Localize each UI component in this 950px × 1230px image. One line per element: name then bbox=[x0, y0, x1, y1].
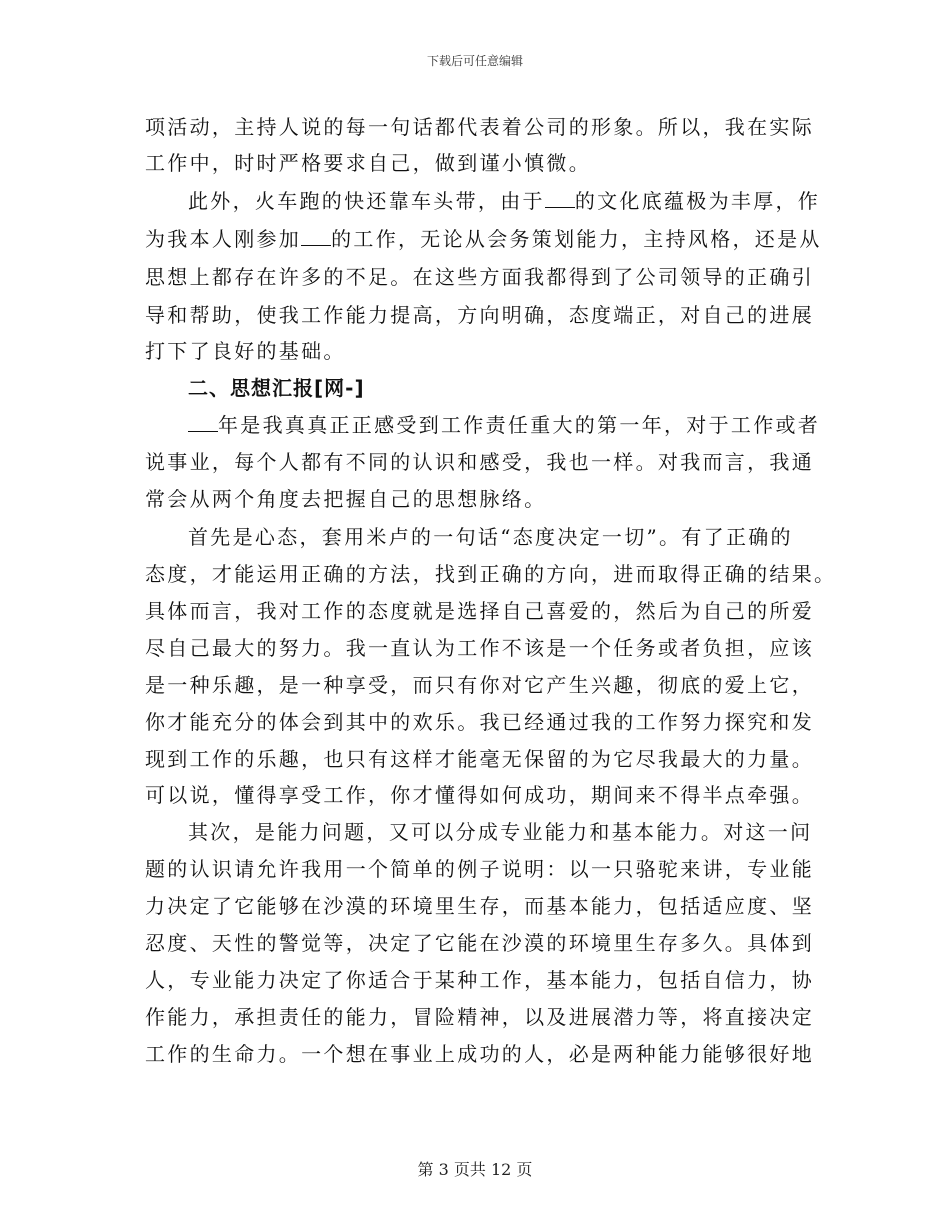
text-line: 现到工作的乐趣，也只有这样才能毫无保留的为它尽我最大的力量。 bbox=[145, 747, 814, 771]
text-line: 项活动，主持人说的每一句话都代表着公司的形象。所以，我在实际 bbox=[145, 115, 814, 139]
text-line: 你才能充分的体会到其中的欢乐。我已经通过我的工作努力探究和发 bbox=[145, 710, 814, 734]
text-line: 常会从两个角度去把握自己的思想脉络。 bbox=[145, 487, 547, 511]
text-line: 题的认识请允许我用一个简单的例子说明：以一只骆驼来讲，专业能 bbox=[145, 857, 814, 881]
text-segment: 的工作，无论从会务策划能力，主持风格，还是从 bbox=[331, 227, 822, 251]
text-line: 可以说，懂得享受工作，你才懂得如何成功，期间来不得半点牵强。 bbox=[145, 783, 814, 807]
text-line: 具体而言，我对工作的态度就是选择自己喜爱的，然后为自己的所爱 bbox=[145, 599, 814, 623]
text-line: 力决定了它能够在沙漠的环境里生存，而基本能力，包括适应度、坚 bbox=[145, 894, 814, 918]
text-line: 忍度、天性的警觉等，决定了它能在沙漠的环境里生存多久。具体到 bbox=[145, 931, 814, 955]
text-line: 态度，才能运用正确的方法，找到正确的方向，进而取得正确的结果。 bbox=[145, 562, 837, 586]
text-line: 打下了良好的基础。 bbox=[145, 339, 346, 363]
section-heading: 二、思想汇报[网-] bbox=[188, 376, 365, 400]
text-line: 工作的生命力。一个想在事业上成功的人，必是两种能力能够很好地 bbox=[145, 1042, 814, 1066]
text-segment: 此外，火车跑的快还靠车头带，由于 bbox=[188, 189, 545, 213]
text-line: 思想上都存在许多的不足。在这些方面我都得到了公司领导的正确引 bbox=[145, 265, 814, 289]
text-line bbox=[145, 219, 822, 259]
page-footer: 第 3 页共 12 页 bbox=[417, 1160, 533, 1179]
text-line: 作能力，承担责任的能力，冒险精神，以及进展潜力等，将直接决定 bbox=[145, 1005, 814, 1029]
text-line bbox=[188, 181, 820, 221]
text-line: 人，专业能力决定了你适合于某种工作，基本能力，包括自信力，协 bbox=[145, 968, 814, 992]
text-line bbox=[188, 405, 820, 445]
page-header: 下载后可任意编辑 bbox=[426, 54, 523, 68]
fill-blank bbox=[188, 430, 218, 432]
text-segment: 的文化底蕴极为丰厚，作 bbox=[574, 189, 821, 213]
fill-blank bbox=[301, 244, 331, 246]
text-segment: 为我本人刚参加 bbox=[145, 227, 302, 251]
text-line: 是一种乐趣，是一种享受，而只有你对它产生兴趣，彻底的爱上它， bbox=[145, 673, 814, 697]
text-line: 工作中，时时严格要求自己，做到谨小慎微。 bbox=[145, 151, 591, 175]
text-line: 其次，是能力问题，又可以分成专业能力和基本能力。对这一问 bbox=[188, 820, 813, 844]
text-segment: 年是我真真正正感受到工作责任重大的第一年，对于工作或者 bbox=[218, 413, 821, 437]
fill-blank bbox=[545, 206, 575, 208]
text-line: 说事业，每个人都有不同的认识和感受，我也一样。对我而言，我通 bbox=[145, 450, 814, 474]
text-line: 尽自己最大的努力。我一直认为工作不该是一个任务或者负担，应该 bbox=[145, 636, 814, 660]
text-line: 导和帮助，使我工作能力提高，方向明确，态度端正，对自己的进展 bbox=[145, 303, 814, 327]
text-line: 首先是心态，套用米卢的一句话“态度决定一切”。有了正确的 bbox=[188, 525, 793, 549]
